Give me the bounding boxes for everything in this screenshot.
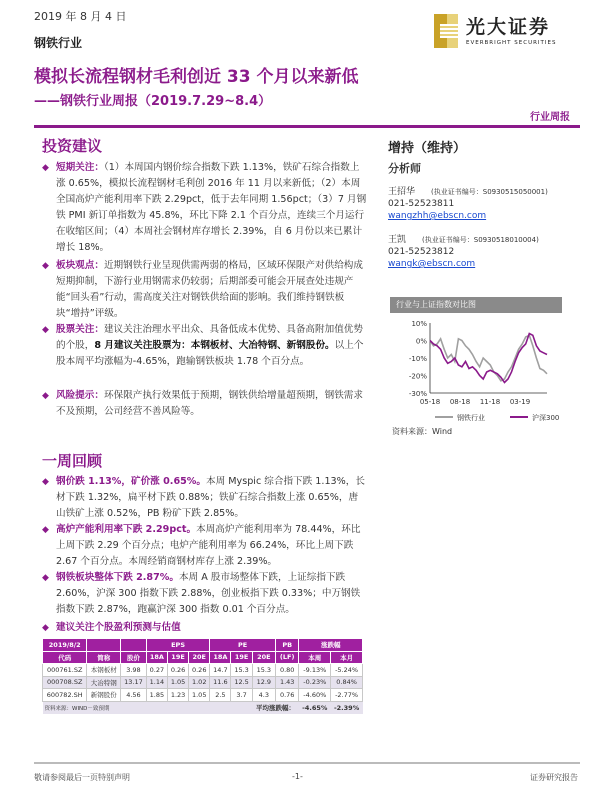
analyst-name: 王招华 (388, 187, 416, 197)
table-cell: 0.80 (275, 664, 298, 677)
analyst-section (388, 163, 421, 175)
group-header: EPS (146, 639, 210, 652)
item-label: 钢价跌 1.13%，矿价涨 0.65%。 (56, 476, 206, 487)
item-text: 建议关注治理水平出众、具备低成本优势、具备高附加值优势的个股， (56, 324, 363, 351)
table-cell: 1.05 (167, 676, 188, 689)
x-tick-label: 11-18 (479, 398, 501, 406)
table-cell: 新钢股份 (87, 689, 121, 702)
invest-item (42, 322, 367, 370)
table-cell: 12.5 (231, 676, 252, 689)
footer-divider (34, 762, 580, 764)
footer-report-label: 证券研究报告 (530, 773, 578, 782)
avg-month: -2.39% (331, 701, 363, 714)
item-label: 风险提示： (56, 390, 104, 401)
column-header: (LF) (275, 651, 298, 664)
column-header: 18A (146, 651, 167, 664)
table-cell: -5.24% (331, 664, 363, 677)
bullet-diamond-icon: ◆ (42, 623, 49, 633)
group-header: PE (210, 639, 276, 652)
legend-label: 沪深300 (532, 414, 560, 422)
y-tick-label: -30% (408, 390, 427, 398)
table-cell: 000708.SZ (43, 676, 87, 689)
table-cell: 3.98 (121, 664, 147, 677)
series-line-steel (430, 335, 547, 381)
table-cell: 0.76 (275, 689, 298, 702)
report-type: 行业周报 (530, 112, 570, 123)
item-text: 近期钢铁行业呈现供需两弱的格局，区域环保限产对供给构成短期抑制，下游行业用钢需求仍较弱；后期部委可能会开展查处违规产能“回头看”行动，需高度关注对钢铁供给面的影响。我们维持钢铁板块“增持”评级。 (56, 260, 363, 319)
item-text: 本周 A 股市场整体下跌，上证综指下跌 2.60%，沪深 300 指数下跌 2.88%，创业板指下跌 0.33%；中万钢铁指数下跌 2.87%，跑赢沪深 300 指数 0.01 个百分点。 (56, 572, 361, 615)
item-text: 以上个股本周平均涨幅为-4.65%，跑输钢铁板块 1.78 个百分点。 (56, 340, 364, 367)
rating: 增持（维持） (388, 141, 467, 156)
table-cell: 13.17 (121, 676, 147, 689)
company-logo (430, 12, 570, 48)
review-heading: 一周回顾 (42, 452, 103, 470)
report-date: 2019 年 8 月 4 日 (34, 10, 127, 23)
table-cell: 0.26 (189, 664, 210, 677)
logo-cn: 光大证券 (466, 16, 551, 38)
column-header: 19E (167, 651, 188, 664)
table-cell: 4.3 (252, 689, 275, 702)
analyst-phone: 021-52523812 (388, 247, 455, 257)
table-cell: 0.84% (331, 676, 363, 689)
item-label: 建议关注个股盈利预测与估值 (56, 622, 181, 633)
item-bold: 8 月建议关注股票为：本钢板材、大冶特钢、新钢股份。 (94, 340, 335, 351)
footer-disclaimer: 敬请参阅最后一页特别声明 (34, 773, 130, 782)
table-cell: 14.7 (210, 664, 231, 677)
item-label: 板块观点： (56, 260, 104, 271)
review-item (42, 620, 367, 636)
table-cell: 4.56 (121, 689, 147, 702)
item-text: （1）本周国内钢价综合指数下跌 1.13%，铁矿石综合指数上涨 0.65%，模拟长流程钢材毛利创 2016 年 11 月以来新低；（2）本周全国高炉产能利用率下跌 2.29pct，低于去年同期 1.56pct；（3）7 月钢铁 PMI 新订单指数为 45.8%，环比下降 2.1 个百分点，连续三个月运行在收缩区间；（4）本周社会钢材库存增长 2.39%，自 6 月份以来已累计增长 18%。 (56, 162, 367, 253)
header-divider (34, 125, 580, 128)
column-header: 本周 (299, 651, 331, 664)
item-text: 本周 Myspic 综合指下跌 1.13%，长材下跌 1.32%，扁平材下跌 0.88%；铁矿石综合指数上涨 0.65%，唐山铁矿上涨 0.52%，PB 粉矿下跌 2.85%。 (56, 476, 365, 519)
table-cell: 1.02 (189, 676, 210, 689)
industry-label: 钢铁行业 (34, 36, 83, 50)
invest-item (42, 258, 367, 322)
average-row (43, 701, 363, 714)
column-header: 20E (189, 651, 210, 664)
bullet-diamond-icon: ◆ (42, 325, 49, 335)
analyst-cert: (执业证书编号：S0930518010004) (422, 236, 539, 244)
table-cell: 0.26 (167, 664, 188, 677)
table-cell: -9.13% (299, 664, 331, 677)
y-tick-label: 0% (415, 337, 427, 346)
y-tick-label: -20% (408, 372, 427, 381)
analyst-name: 王凯 (388, 235, 407, 245)
table-cell: -2.77% (331, 689, 363, 702)
analyst-email-link[interactable]: wangk@ebscn.com (388, 259, 476, 269)
table-cell: 11.6 (210, 676, 231, 689)
column-header: 简称 (87, 651, 121, 664)
bullet-diamond-icon: ◆ (42, 391, 49, 401)
invest-item (42, 160, 367, 256)
table-cell: 大冶特钢 (87, 676, 121, 689)
y-tick-label: -10% (408, 355, 427, 363)
x-tick-label: 05-18 (419, 398, 441, 406)
table-cell: 本钢板材 (87, 664, 121, 677)
analyst-email-link[interactable]: wangzhh@ebscn.com (388, 211, 487, 221)
table-cell: 2.5 (210, 689, 231, 702)
table-row (43, 689, 363, 702)
page-title: 模拟长流程钢材毛利创近 33 个月以来新低 (34, 67, 359, 87)
chart-source: 资料来源：Wind (392, 427, 453, 436)
table-cell: 600782.SH (43, 689, 87, 702)
item-text: 环保限产执行效果低于预期，钢铁供给增量超预期，钢铁需求不及预期，公司经营不善风险等。 (56, 390, 363, 417)
x-tick-label: 03-19 (509, 398, 531, 406)
item-label: 高炉产能利用率下跌 2.29pct。 (56, 524, 197, 535)
column-header: 20E (252, 651, 275, 664)
bullet-diamond-icon: ◆ (42, 525, 49, 535)
item-text: 本周高炉产能利用率为 78.44%，环比上周下跌 2.29 个百分点；电炉产能利用率为 66.24%，环比上周下跌 2.67 个百分点。本周经销商钢材库存上涨 2.39%。 (56, 524, 361, 567)
invest-item (42, 388, 367, 420)
column-header-row (43, 651, 363, 664)
analyst (388, 186, 548, 222)
review-item (42, 522, 367, 570)
table-row (43, 664, 363, 677)
avg-week: -4.65% (299, 701, 331, 714)
review-item (42, 474, 367, 522)
item-label: 短期关注： (56, 162, 104, 173)
analyst-cert: (执业证书编号：S0930515050001) (431, 188, 548, 196)
table-cell: 1.43 (275, 676, 298, 689)
bullet-diamond-icon: ◆ (42, 163, 49, 173)
analyst-heading: 分析师 (388, 162, 421, 175)
table-cell: 12.9 (252, 676, 275, 689)
table-date: 2019/8/2 (43, 639, 87, 652)
table-cell: -4.60% (299, 689, 331, 702)
column-header: 代码 (43, 651, 87, 664)
page-number: -1- (292, 772, 303, 781)
chart-title: 行业与上证指数对比图 (390, 297, 562, 313)
table-row (43, 676, 363, 689)
logo-en: EVERBRIGHT SECURITIES (466, 40, 557, 46)
stock-table (42, 638, 363, 714)
comparison-chart (385, 315, 585, 425)
invest-heading: 投资建议 (42, 137, 103, 155)
table-cell: 1.85 (146, 689, 167, 702)
column-header: 18A (210, 651, 231, 664)
table-cell: 3.7 (231, 689, 252, 702)
avg-label: 平均涨跌幅： (252, 701, 299, 714)
table-cell: 15.3 (231, 664, 252, 677)
table-cell: 1.23 (167, 689, 188, 702)
review-item (42, 570, 367, 618)
y-tick-label: 10% (411, 320, 427, 328)
column-header: 本月 (331, 651, 363, 664)
group-header: PB (275, 639, 298, 652)
table-cell: 15.3 (252, 664, 275, 677)
logo-mark-icon (434, 14, 458, 48)
table-source: 资料来源：WIND－致预期 (43, 701, 253, 714)
bullet-diamond-icon: ◆ (42, 573, 49, 583)
legend-label: 钢铁行业 (457, 414, 485, 422)
table-cell: 0.27 (146, 664, 167, 677)
column-header: 19E (231, 651, 252, 664)
table-cell: 1.05 (189, 689, 210, 702)
bullet-diamond-icon: ◆ (42, 261, 49, 271)
table-cell: -0.23% (299, 676, 331, 689)
page-subtitle: ——钢铁行业周报（2019.7.29~8.4） (34, 94, 272, 109)
analyst (388, 234, 539, 270)
table-cell: 1.14 (146, 676, 167, 689)
group-header: 涨跌幅 (299, 639, 363, 652)
bullet-diamond-icon: ◆ (42, 477, 49, 487)
item-label: 股票关注： (56, 324, 104, 335)
item-label: 钢铁板块整体下跌 2.87%。 (56, 572, 179, 583)
table-cell: 000761.SZ (43, 664, 87, 677)
column-header: 股价 (121, 651, 147, 664)
analyst-phone: 021-52523811 (388, 199, 455, 209)
x-tick-label: 08-18 (449, 398, 471, 406)
